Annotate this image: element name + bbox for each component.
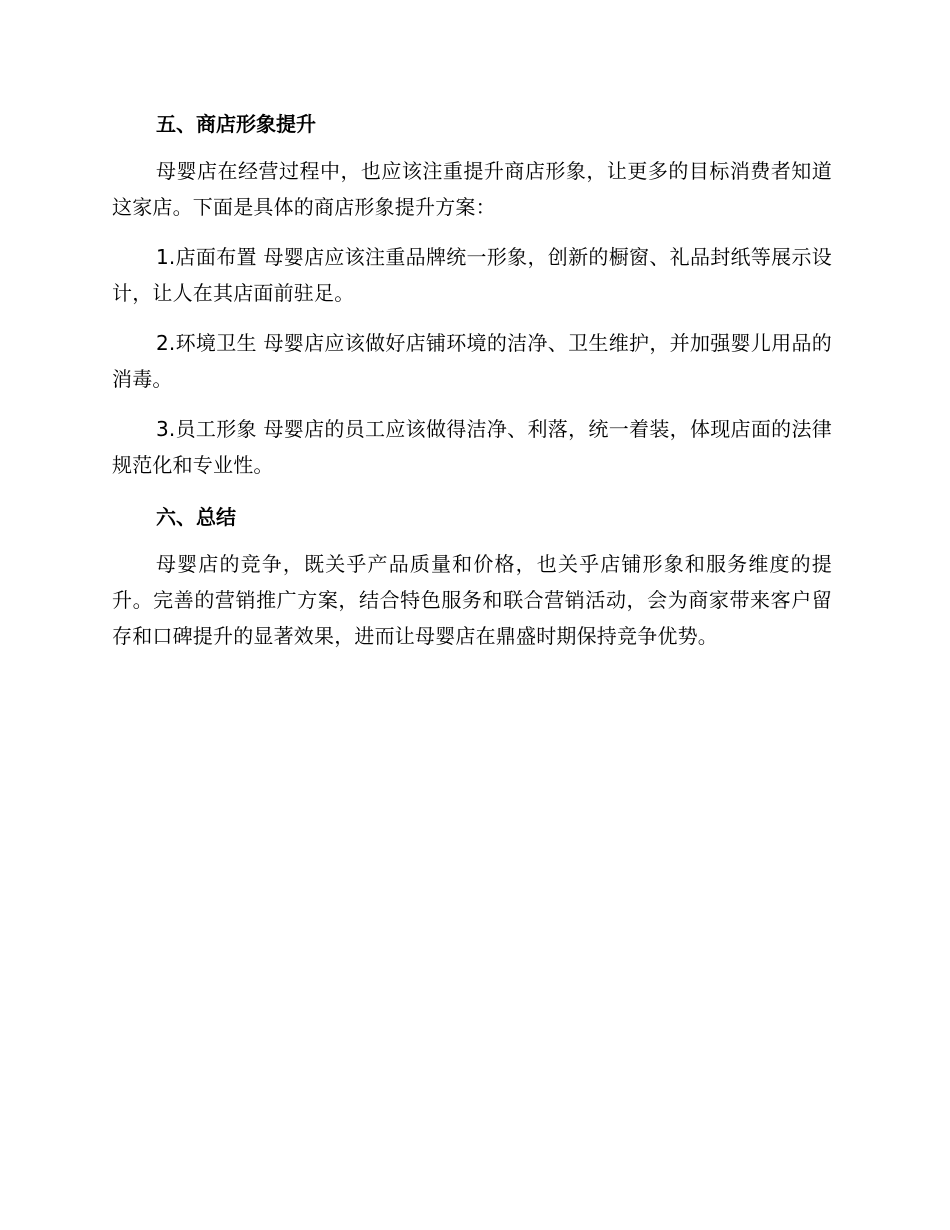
list-item-staff-image: 3.员工形象 母婴店的员工应该做得洁净、利落，统一着装，体现店面的法律规范化和专业性。	[112, 417, 832, 477]
document-page	[112, 108, 832, 654]
section-heading-summary: 六、总结	[156, 505, 236, 529]
paragraph-image-upgrade-intro: 母婴店在经营过程中，也应该注重提升商店形象，让更多的目标消费者知道这家店。下面是具体的商店形象提升方案：	[112, 159, 832, 219]
list-item-store-layout: 1.店面布置 母婴店应该注重品牌统一形象，创新的橱窗、礼品封纸等展示设计，让人在其店面前驻足。	[112, 245, 832, 305]
list-item-hygiene: 2.环境卫生 母婴店应该做好店铺环境的洁净、卫生维护，并加强婴儿用品的消毒。	[112, 331, 832, 391]
paragraph-summary: 母婴店的竞争，既关乎产品质量和价格，也关乎店铺形象和服务维度的提升。完善的营销推广方案，结合特色服务和联合营销活动，会为商家带来客户留存和口碑提升的显著效果，进而让母婴店在鼎盛时期保持竞争优势。	[112, 552, 832, 648]
section-heading-image-upgrade: 五、商店形象提升	[156, 112, 316, 136]
